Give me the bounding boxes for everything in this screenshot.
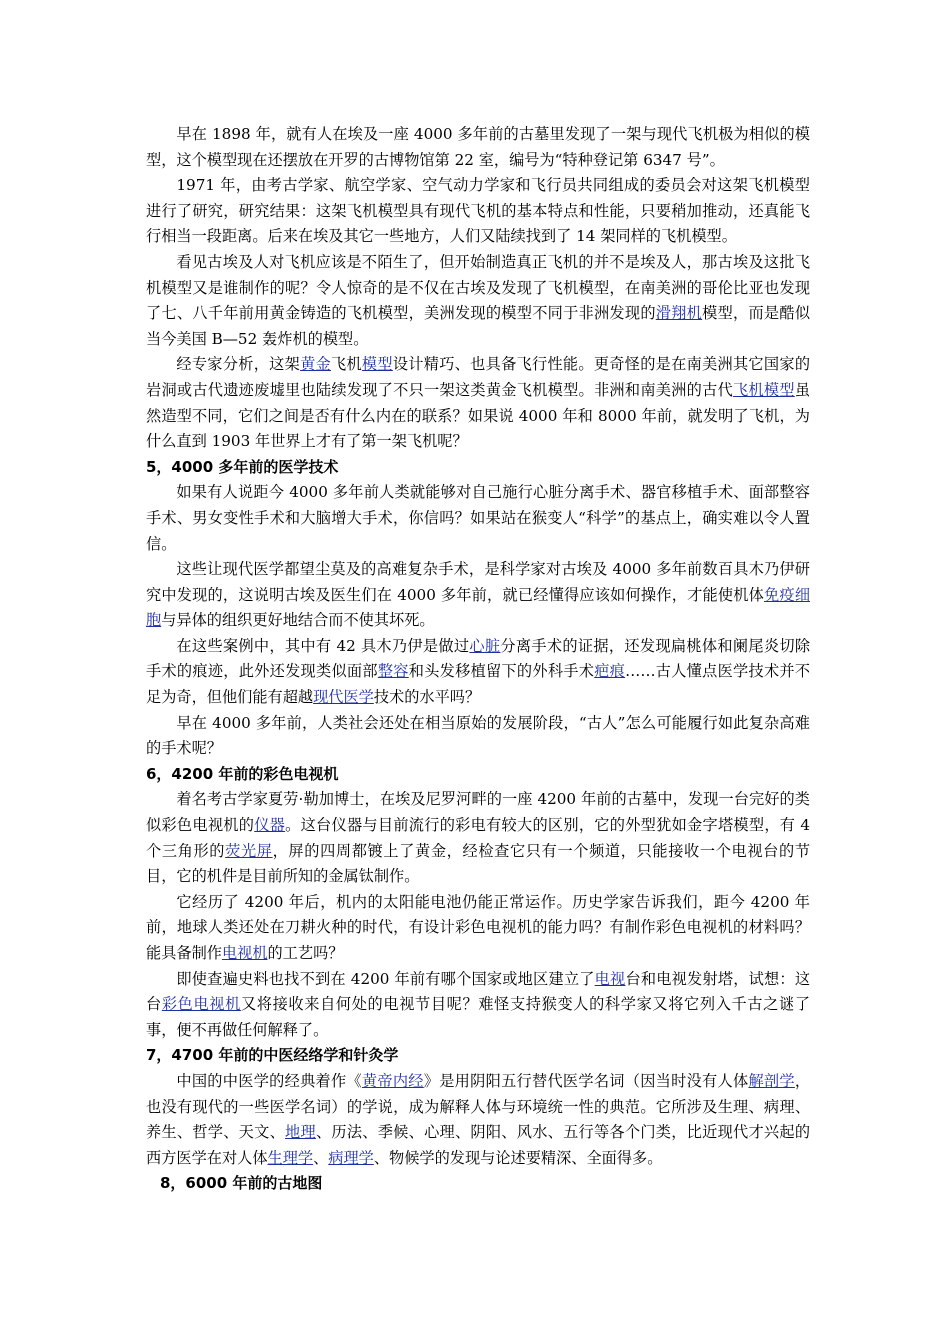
inline-link[interactable]: 电视机 (221, 944, 268, 962)
paragraph-text: 模型，而是酷似当今美国 B—52 轰炸机的模型。 (146, 304, 811, 348)
document-page (146, 122, 810, 1197)
paragraph (146, 173, 810, 250)
paragraph-text: 它经历了 4200 年后，机内的太阳能电池仍能正常运作。历史学家告诉我们，距今 4200 年前，地球人类还处在刀耕火种的时代，有设计彩色电视机的能力吗？有制作彩色电视机的材料吗？能具备制作 (146, 892, 810, 962)
paragraph (146, 1069, 810, 1171)
paragraph-text: 设计精巧、也具备飞行性能。更奇怪的是在南美洲其它国家的岩洞或古代遗迹废墟里也陆续发现了不只一架这类黄金飞机模型。非洲和南美洲的古代 (146, 355, 811, 399)
paragraph-text: 、历法、季候、心理、阴阳、风水、五行等各个门类，比近现代才兴起的西方医学在对人体 (146, 1123, 811, 1167)
paragraph (146, 890, 810, 967)
inline-link[interactable]: 模型 (361, 355, 393, 374)
paragraph (146, 967, 810, 1044)
paragraph-text: 与异体的组织更好地结合而不使其坏死。 (161, 611, 435, 630)
inline-link[interactable]: 荧光屏 (225, 841, 273, 860)
paragraph (146, 634, 810, 711)
paragraph-text: 、物候学的发现与论述要精深、全面得多。 (373, 1148, 663, 1167)
paragraph (146, 711, 810, 762)
paragraph-text: 又将接收来自何处的电视节目呢？难怪支持猴变人的科学家又将它列入千古之谜了事，便不再做任何解释了。 (146, 995, 811, 1039)
paragraph (146, 787, 810, 889)
paragraph-text: 这些让现代医学都望尘莫及的高难复杂手术，是科学家对古埃及 4000 多年前数百具木乃伊研究中发现的，这说明古埃及医生们在 4000 多年前，就已经懂得应该如何操作，才能使机体 (146, 560, 810, 604)
inline-link[interactable]: 飞机模型 (733, 380, 795, 399)
inline-link[interactable]: 黄金 (300, 355, 331, 374)
paragraph (146, 352, 810, 454)
paragraph-text: 经专家分析，这架 (176, 355, 301, 374)
inline-link[interactable]: 整容 (377, 662, 409, 681)
paragraph-text: 台和电视发射塔，试想：这台 (146, 969, 811, 1014)
paragraph-text: 分离手术的证据，还发现扁桃体和阑尾炎切除手术的痕迹，此外还发现类似面部 (146, 636, 811, 681)
paragraph-text: 、 (313, 1148, 329, 1167)
section-heading: 8，6000 年前的古地图 (160, 1174, 323, 1193)
inline-link[interactable]: 电视 (594, 969, 626, 988)
paragraph-text: 着名考古学家夏劳·勒加博士，在埃及尼罗河畔的一座 4200 年前的古墓中，发现一台完好的类似彩色电视机的 (146, 790, 810, 835)
paragraph-text: 和头发移植留下的外科手术 (408, 662, 595, 681)
paragraph-text: 虽然造型不同，它们之间是否有什么内在的联系？如果说 4000 年和 8000 年前，就发明了飞机，为什么直到 1903 年世界上才有了第一架飞机呢？ (146, 380, 811, 451)
inline-link[interactable]: 滑翔机 (655, 304, 703, 323)
paragraph-text: ……古人懂点医学技术并不足为奇，但他们能有超越 (146, 662, 811, 707)
paragraph-text: 中国的中医学的经典着作《 (176, 1071, 362, 1090)
paragraph-text: 早在 4000 多年前，人类社会还处在相当原始的发展阶段，“古人”怎么可能履行如此复杂高难的手术呢？ (146, 713, 810, 758)
paragraph-text: 早在 1898 年，就有人在埃及一座 4000 多年前的古墓里发现了一架与现代飞机极为相似的模型，这个模型现在还摆放在开罗的古博物馆第 22 室，编号为“特种登记第 6347 号”。 (146, 125, 810, 169)
paragraph-text: 看见古埃及人对飞机应该是不陌生了，但开始制造真正飞机的并不是埃及人，那古埃及这批飞机模型又是谁制作的呢？令人惊奇的是不仅在古埃及发现了飞机模型，在南美洲的哥伦比亚也发现了七、八千年前用黄金铸造的飞机模型，美洲发现的模型不同于非洲发现的 (146, 252, 810, 323)
paragraph (146, 480, 810, 557)
paragraph-text: 在这些案例中，其中有 42 具木乃伊是做过 (176, 636, 470, 655)
inline-link[interactable]: 解剖学 (748, 1071, 795, 1090)
inline-link[interactable]: 现代医学 (313, 688, 374, 707)
paragraph-text: 。这台仪器与目前流行的彩电有较大的区别，它的外型犹如金字塔模型，有 4 个三角形的 (146, 816, 811, 860)
section-heading: 7，4700 年前的中医经络学和针灸学 (146, 1046, 399, 1065)
inline-link[interactable]: 疤痕 (594, 662, 626, 681)
inline-link[interactable]: 心脏 (469, 636, 501, 655)
inline-link[interactable]: 黄帝内经 (361, 1071, 424, 1090)
inline-link[interactable]: 病理学 (328, 1148, 374, 1167)
section-heading: 6，4200 年前的彩色电视机 (146, 764, 339, 783)
paragraph-text: 即使查遍史料也找不到在 4200 年前有哪个国家或地区建立了 (176, 969, 595, 988)
inline-link[interactable]: 彩色电视机 (161, 995, 241, 1014)
paragraph (146, 557, 810, 634)
section-heading: 5，4000 多年前的医学技术 (146, 457, 339, 476)
paragraph-text: 的工艺吗？ (267, 944, 344, 962)
paragraph (146, 122, 810, 173)
paragraph-text: 技术的水平吗？ (373, 688, 481, 707)
inline-link[interactable]: 仪器 (254, 816, 286, 835)
paragraph-text: ，屏的四周都镀上了黄金，经检查它只有一个频道，只能接收一个电视台的节目，它的机件是目前所知的金属钛制作。 (146, 841, 811, 886)
paragraph-text: 1971 年，由考古学家、航空学家、空气动力学家和飞行员共同组成的委员会对这架飞机模型进行了研究，研究结果：这架飞机模型具有现代飞机的基本特点和性能，只要稍加推动，还真能飞行相当一段距离。后来在埃及其它一些地方，人们又陆续找到了 14 架同样的飞机模型。 (146, 176, 810, 246)
paragraph-text: 》是用阴阳五行替代医学名词（因当时没有人体 (423, 1071, 749, 1090)
inline-link[interactable]: 地理 (285, 1123, 316, 1142)
inline-link[interactable]: 生理学 (267, 1148, 314, 1167)
inline-link[interactable]: 免疫细胞 (146, 585, 811, 630)
paragraph (146, 250, 810, 352)
paragraph-text: 飞机 (331, 355, 362, 374)
paragraph-text: ，也没有现代的一些医学名词）的学说，成为解释人体与环境统一性的典范。它所涉及生理、病理、养生、哲学、天文、 (146, 1071, 811, 1142)
paragraph-text: 如果有人说距今 4000 多年前人类就能够对自己施行心脏分离手术、器官移植手术、面部整容手术、男女变性手术和大脑增大手术，你信吗？如果站在猴变人“科学”的基点上，确实难以令人置信。 (146, 483, 810, 553)
